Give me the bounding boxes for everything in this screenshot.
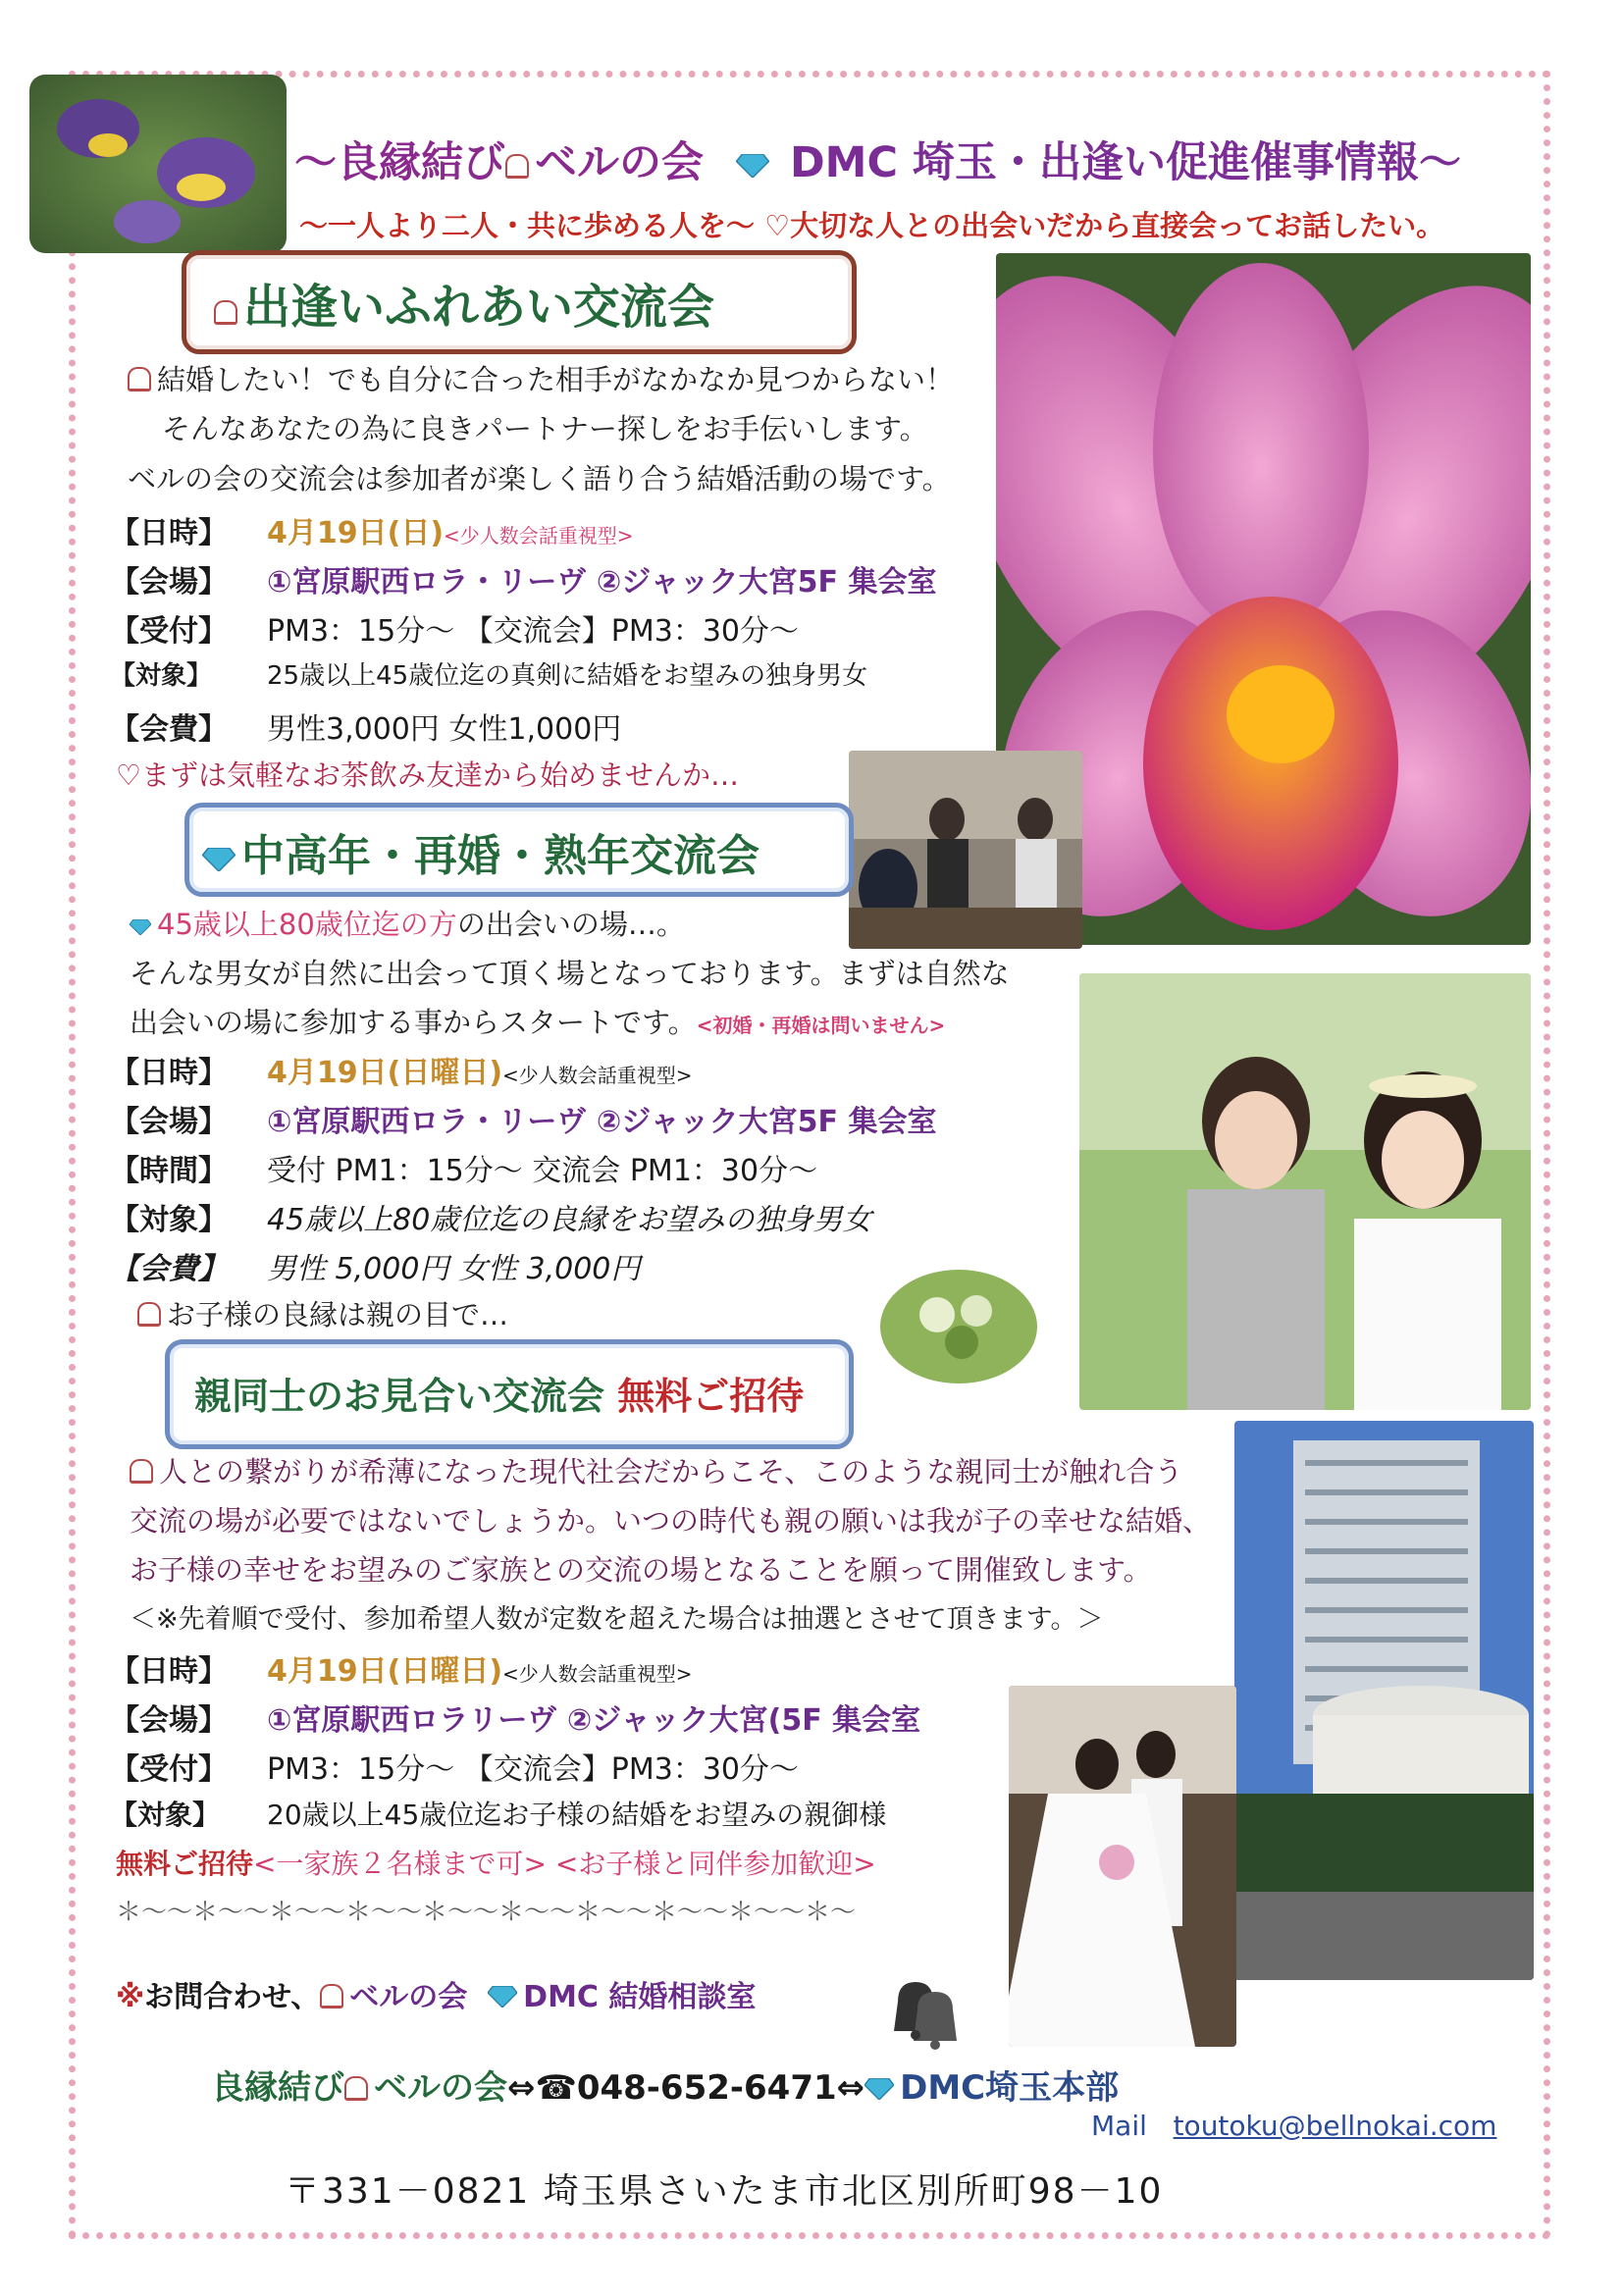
- section1-fee-row: 【会費】 男性3,000円 女性1,000円: [110, 712, 622, 747]
- inquiry-line: ※お問合わせ、 ベルの会 DMC 結婚相談室: [116, 1980, 757, 2014]
- bell-icon: [344, 2076, 368, 2101]
- section1-reception-row: 【受付】 PM3：15分～ 【交流会】PM3：30分～: [110, 614, 800, 649]
- section2-intro-line: そんな男女が自然に出会って頂く場となっております。まずは自然な: [130, 957, 1010, 990]
- diamond-icon: [488, 1986, 517, 2008]
- church-wedding-photo: [1009, 1686, 1236, 2047]
- bouquet-photo: [868, 1246, 1050, 1391]
- section3-title: 親同士のお見合い交流会 無料ご招待: [194, 1375, 805, 1418]
- bell-icon: [214, 300, 237, 325]
- bell-icon: [320, 1984, 343, 2009]
- section3-divider: ＊～～＊～～＊～～＊～～＊～～＊～～＊～～＊～～＊～～＊～: [116, 1898, 857, 1927]
- section1-venue-row: 【会場】 ①宮原駅西ロラ・リーヴ ②ジャック大宮5F 集会室: [110, 565, 937, 600]
- section2-title: 中高年・再婚・熟年交流会: [202, 820, 759, 883]
- mail-line: Mail toutoku@bellnokai.com: [1091, 2110, 1497, 2142]
- diamond-icon: [202, 848, 236, 871]
- section3-body-line: 交流の場が必要ではないでしょうか。いつの時代も親の願いは我が子の幸せな結婚、: [130, 1504, 1212, 1538]
- section1-closing: ♡まずは気軽なお茶飲み友達から始めませんか…: [116, 758, 739, 792]
- wedding-couple-photo: [1079, 973, 1531, 1410]
- section2-target-row: 【対象】 45歳以上80歳位迄の良縁をお望みの独身男女: [110, 1203, 872, 1237]
- section3-target-row: 【対象】 20歳以上45歳位迄お子様の結婚をお望みの親御様: [110, 1799, 887, 1831]
- section2-fee-row: 【会費】 男性 5,000円 女性 3,000円: [110, 1252, 641, 1286]
- diamond-icon: [864, 2078, 894, 2100]
- header-subtitle: ～一人より二人・共に歩める人を～ ♡大切な人との出会いだから直接会ってお話したい。: [299, 209, 1445, 242]
- section1-intro-line: 結婚したい！でも自分に合った相手がなかなか見つからない！: [128, 358, 954, 398]
- section3-venue-row: 【会場】 ①宮原駅西ロラリーヴ ②ジャック大宮(5F 集会室: [110, 1703, 921, 1738]
- diamond-icon: [130, 919, 151, 935]
- diamond-icon: [736, 154, 769, 178]
- bell-icon: [128, 367, 151, 391]
- section1-title: 出逢いふれあい交流会: [214, 269, 714, 337]
- organization-line: 良縁結び ベルの会⇔☎048-652-6471⇔ DMC埼玉本部: [211, 2068, 1120, 2108]
- section2-date-row: 【日時】 4月19日(日曜日)<少人数会話重視型>: [110, 1056, 693, 1090]
- section3-body-line: 人との繋がりが希薄になった現代社会だからこそ、このような親同士が触れ合う: [130, 1450, 1182, 1490]
- pansy-flower-photo: [29, 75, 287, 253]
- section3-reception-row: 【受付】 PM3：15分～ 【交流会】PM3：30分～: [110, 1752, 800, 1787]
- section3-body-line: お子様の幸せをお望みのご家族との交流の場となることを願って開催致します。: [130, 1553, 1152, 1587]
- section2-closing: お子様の良縁は親の目で…: [137, 1293, 508, 1333]
- section1-date-row: 【日時】 4月19日(日)<少人数会話重視型>: [110, 516, 634, 550]
- section1-intro-line: ベルの会の交流会は参加者が楽しく語り合う結婚活動の場です。: [128, 462, 951, 496]
- section2-venue-row: 【会場】 ①宮原駅西ロラ・リーヴ ②ジャック大宮5F 集会室: [110, 1105, 937, 1139]
- section3-body-line: ＜※先着順で受付、参加希望人数が定数を超えた場合は抽選とさせて頂きます。＞: [130, 1604, 1104, 1635]
- section2-intro-line: 出会いの場に参加する事からスタートです。<初婚・再婚は問いません>: [130, 1006, 946, 1039]
- section1-intro-line: そんなあなたの為に良きパートナー探しをお手伝いします。: [162, 412, 928, 445]
- bell-icon: [130, 1459, 153, 1484]
- section3-free-row: 無料ご招待<一家族２名様まで可> <お子様と同伴参加歓迎>: [116, 1848, 876, 1880]
- address-line: 〒331－0821 埼玉県さいたま市北区別所町98－10: [285, 2171, 1164, 2212]
- section1-target-row: 【対象】 25歳以上45歳位迄の真剣に結婚をお望みの独身男女: [110, 661, 868, 691]
- meeting-photo: [849, 751, 1082, 949]
- mail-link[interactable]: toutoku@bellnokai.com: [1173, 2110, 1497, 2142]
- section2-intro-line: 45歳以上80歳位迄の方の出会いの場…。: [130, 903, 685, 943]
- wedding-bells-illustration: [878, 1972, 967, 2061]
- hotel-building-photo: [1234, 1421, 1534, 1980]
- section3-date-row: 【日時】 4月19日(日曜日)<少人数会話重視型>: [110, 1654, 693, 1689]
- header-title: ～良縁結び ベルの会 DMC 埼玉・出逢い促進催事情報～: [294, 138, 1461, 187]
- bell-icon: [137, 1302, 161, 1327]
- section2-time-row: 【時間】 受付 PM1：15分～ 交流会 PM1：30分～: [110, 1154, 818, 1188]
- bell-icon: [505, 154, 529, 179]
